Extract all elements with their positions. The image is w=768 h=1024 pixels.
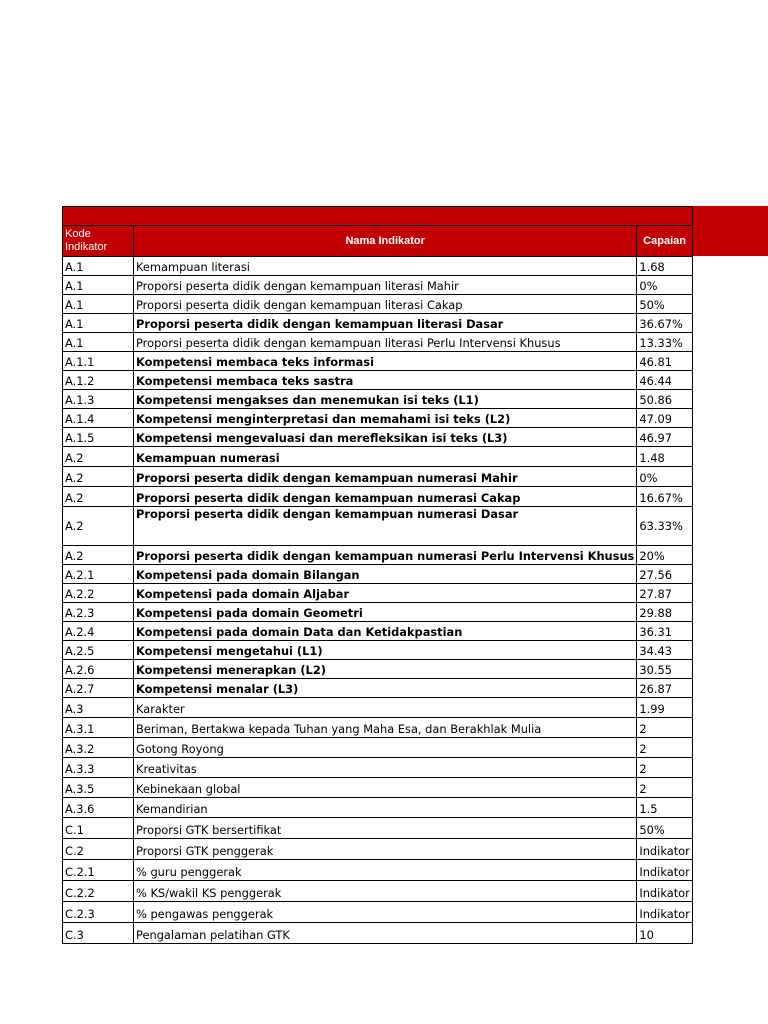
cell-capaian: 46.44 <box>637 371 692 390</box>
cell-nama-indikator: Kompetensi pada domain Data dan Ketidakpastian <box>134 622 637 641</box>
cell-nama-indikator: Kebinekaan global <box>134 778 637 798</box>
cell-nama-indikator: Proporsi GTK bersertifikat <box>134 818 637 839</box>
cell-nama-indikator: Kemampuan numerasi <box>134 447 637 467</box>
table-row <box>63 352 693 371</box>
table-row <box>63 447 693 467</box>
table-row <box>63 603 693 622</box>
cell-nama-indikator: % guru penggerak <box>134 860 637 881</box>
cell-kode: C.3 <box>63 923 134 944</box>
cell-capaian: 10 <box>637 923 692 944</box>
table-row <box>63 276 693 295</box>
cell-nama-indikator: Gotong Royong <box>134 738 637 758</box>
cell-capaian: 46.97 <box>637 428 692 447</box>
column-header-kode: Kode Indikator <box>63 226 134 257</box>
cell-capaian: 2 <box>637 718 692 738</box>
cell-kode: C.2.1 <box>63 860 134 881</box>
cell-capaian: 50% <box>637 295 692 314</box>
cell-kode: A.2.6 <box>63 660 134 679</box>
cell-capaian: 50% <box>637 818 692 839</box>
table-row <box>63 314 693 333</box>
cell-nama-indikator: Kompetensi pada domain Geometri <box>134 603 637 622</box>
table-row <box>63 718 693 738</box>
column-header-nama: Nama Indikator <box>134 226 637 257</box>
cell-kode: A.1 <box>63 295 134 314</box>
table-row <box>63 565 693 584</box>
cell-kode: A.1.3 <box>63 390 134 409</box>
cell-kode: A.2 <box>63 546 134 565</box>
cell-capaian: Indikator <box>637 860 692 881</box>
table-row <box>63 923 693 944</box>
cell-capaian: 27.87 <box>637 584 692 603</box>
table-row <box>63 738 693 758</box>
cell-capaian: 2 <box>637 738 692 758</box>
cell-kode: A.3 <box>63 698 134 718</box>
table-row <box>63 679 693 698</box>
cell-capaian: 63.33% <box>637 507 692 546</box>
column-header-capaian: Capaian <box>637 226 692 257</box>
table-row <box>63 622 693 641</box>
table-row <box>63 409 693 428</box>
cell-nama-indikator: Proporsi GTK penggerak <box>134 839 637 860</box>
table-row <box>63 860 693 881</box>
table-row <box>63 371 693 390</box>
cell-nama-indikator: Proporsi peserta didik dengan kemampuan literasi Perlu Intervensi Khusus <box>134 333 637 352</box>
cell-kode: C.2.3 <box>63 902 134 923</box>
cell-nama-indikator: Proporsi peserta didik dengan kemampuan literasi Dasar <box>134 314 637 333</box>
cell-kode: A.3.1 <box>63 718 134 738</box>
cell-capaian: 50.86 <box>637 390 692 409</box>
cell-nama-indikator: Kompetensi menalar (L3) <box>134 679 637 698</box>
cell-kode: A.1.1 <box>63 352 134 371</box>
cell-capaian: 16.67% <box>637 487 692 507</box>
cell-capaian: 13.33% <box>637 333 692 352</box>
cell-nama-indikator: Kompetensi pada domain Aljabar <box>134 584 637 603</box>
cell-kode: A.2.1 <box>63 565 134 584</box>
table-row <box>63 758 693 778</box>
cell-kode: A.1 <box>63 257 134 276</box>
cell-kode: A.2 <box>63 467 134 487</box>
cell-kode: A.3.3 <box>63 758 134 778</box>
cell-kode: A.2 <box>63 487 134 507</box>
cell-capaian: 1.68 <box>637 257 692 276</box>
cell-kode: A.2.4 <box>63 622 134 641</box>
cell-capaian: Indikator <box>637 902 692 923</box>
cell-capaian: 34.43 <box>637 641 692 660</box>
table-header-row <box>63 226 693 257</box>
cell-kode: C.2 <box>63 839 134 860</box>
cell-kode: A.1.4 <box>63 409 134 428</box>
cell-nama-indikator: Kompetensi mengetahui (L1) <box>134 641 637 660</box>
cell-kode: A.3.2 <box>63 738 134 758</box>
table-row <box>63 660 693 679</box>
cell-nama-indikator: Proporsi peserta didik dengan kemampuan literasi Mahir <box>134 276 637 295</box>
cell-capaian: 46.81 <box>637 352 692 371</box>
cell-nama-indikator: % pengawas penggerak <box>134 902 637 923</box>
cell-nama-indikator: Proporsi peserta didik dengan kemampuan literasi Cakap <box>134 295 637 314</box>
cell-nama-indikator: Karakter <box>134 698 637 718</box>
cell-nama-indikator: % KS/wakil KS penggerak <box>134 881 637 902</box>
cell-capaian: 0% <box>637 276 692 295</box>
cell-capaian: 0% <box>637 467 692 487</box>
table-row <box>63 881 693 902</box>
cell-nama-indikator: Kemandirian <box>134 798 637 818</box>
table-row <box>63 546 693 565</box>
cell-kode: A.2.3 <box>63 603 134 622</box>
table-row <box>63 467 693 487</box>
cell-capaian: 47.09 <box>637 409 692 428</box>
table-row <box>63 295 693 314</box>
cell-nama-indikator: Proporsi peserta didik dengan kemampuan numerasi Mahir <box>134 467 637 487</box>
cell-nama-indikator: Kompetensi membaca teks sastra <box>134 371 637 390</box>
cell-nama-indikator: Kompetensi pada domain Bilangan <box>134 565 637 584</box>
cell-capaian: 26.87 <box>637 679 692 698</box>
cell-capaian: 27.56 <box>637 565 692 584</box>
cell-kode: A.1 <box>63 314 134 333</box>
cell-nama-indikator: Proporsi peserta didik dengan kemampuan numerasi Cakap <box>134 487 637 507</box>
cell-capaian: 20% <box>637 546 692 565</box>
cell-kode: A.1.5 <box>63 428 134 447</box>
cell-nama-indikator: Kompetensi menerapkan (L2) <box>134 660 637 679</box>
cell-kode: A.1.2 <box>63 371 134 390</box>
cell-capaian: Indikator <box>637 839 692 860</box>
cell-kode: C.1 <box>63 818 134 839</box>
table-row <box>63 902 693 923</box>
table-row <box>63 798 693 818</box>
cell-capaian: 36.31 <box>637 622 692 641</box>
table-row <box>63 778 693 798</box>
cell-capaian: Indikator <box>637 881 692 902</box>
cell-kode: C.2.2 <box>63 881 134 902</box>
table-top-band <box>63 207 693 226</box>
cell-nama-indikator: Kompetensi mengevaluasi dan merefleksikan isi teks (L3) <box>134 428 637 447</box>
cell-nama-indikator: Pengalaman pelatihan GTK <box>134 923 637 944</box>
table-row <box>63 641 693 660</box>
cell-capaian: 29.88 <box>637 603 692 622</box>
cell-kode: A.3.5 <box>63 778 134 798</box>
cell-kode: A.1 <box>63 333 134 352</box>
table-row <box>63 390 693 409</box>
cell-nama-indikator: Beriman, Bertakwa kepada Tuhan yang Maha Esa, dan Berakhlak Mulia <box>134 718 637 738</box>
cell-kode: A.2 <box>63 447 134 467</box>
cell-kode: A.1 <box>63 276 134 295</box>
cell-kode: A.2 <box>63 507 134 546</box>
table-row <box>63 507 693 546</box>
cell-capaian: 1.5 <box>637 798 692 818</box>
cell-nama-indikator: Proporsi peserta didik dengan kemampuan numerasi Perlu Intervensi Khusus <box>134 546 637 565</box>
cell-capaian: 1.48 <box>637 447 692 467</box>
table-row <box>63 487 693 507</box>
table-row <box>63 428 693 447</box>
cell-nama-indikator: Kompetensi mengakses dan menemukan isi teks (L1) <box>134 390 637 409</box>
table-row <box>63 257 693 276</box>
cell-capaian: 2 <box>637 778 692 798</box>
cell-capaian: 36.67% <box>637 314 692 333</box>
cell-capaian: 30.55 <box>637 660 692 679</box>
cell-nama-indikator: Kompetensi membaca teks informasi <box>134 352 637 371</box>
cell-nama-indikator: Kompetensi menginterpretasi dan memahami isi teks (L2) <box>134 409 637 428</box>
table-row <box>63 839 693 860</box>
cell-capaian: 2 <box>637 758 692 778</box>
indicator-table <box>62 206 693 944</box>
table-row <box>63 333 693 352</box>
cell-kode: A.2.7 <box>63 679 134 698</box>
table-row <box>63 818 693 839</box>
cell-nama-indikator: Kreativitas <box>134 758 637 778</box>
cell-kode: A.2.5 <box>63 641 134 660</box>
table-row <box>63 698 693 718</box>
cell-kode: A.2.2 <box>63 584 134 603</box>
cell-kode: A.3.6 <box>63 798 134 818</box>
cell-nama-indikator: Proporsi peserta didik dengan kemampuan numerasi Dasar <box>134 507 637 546</box>
cell-nama-indikator: Kemampuan literasi <box>134 257 637 276</box>
cell-capaian: 1.99 <box>637 698 692 718</box>
table-row <box>63 584 693 603</box>
